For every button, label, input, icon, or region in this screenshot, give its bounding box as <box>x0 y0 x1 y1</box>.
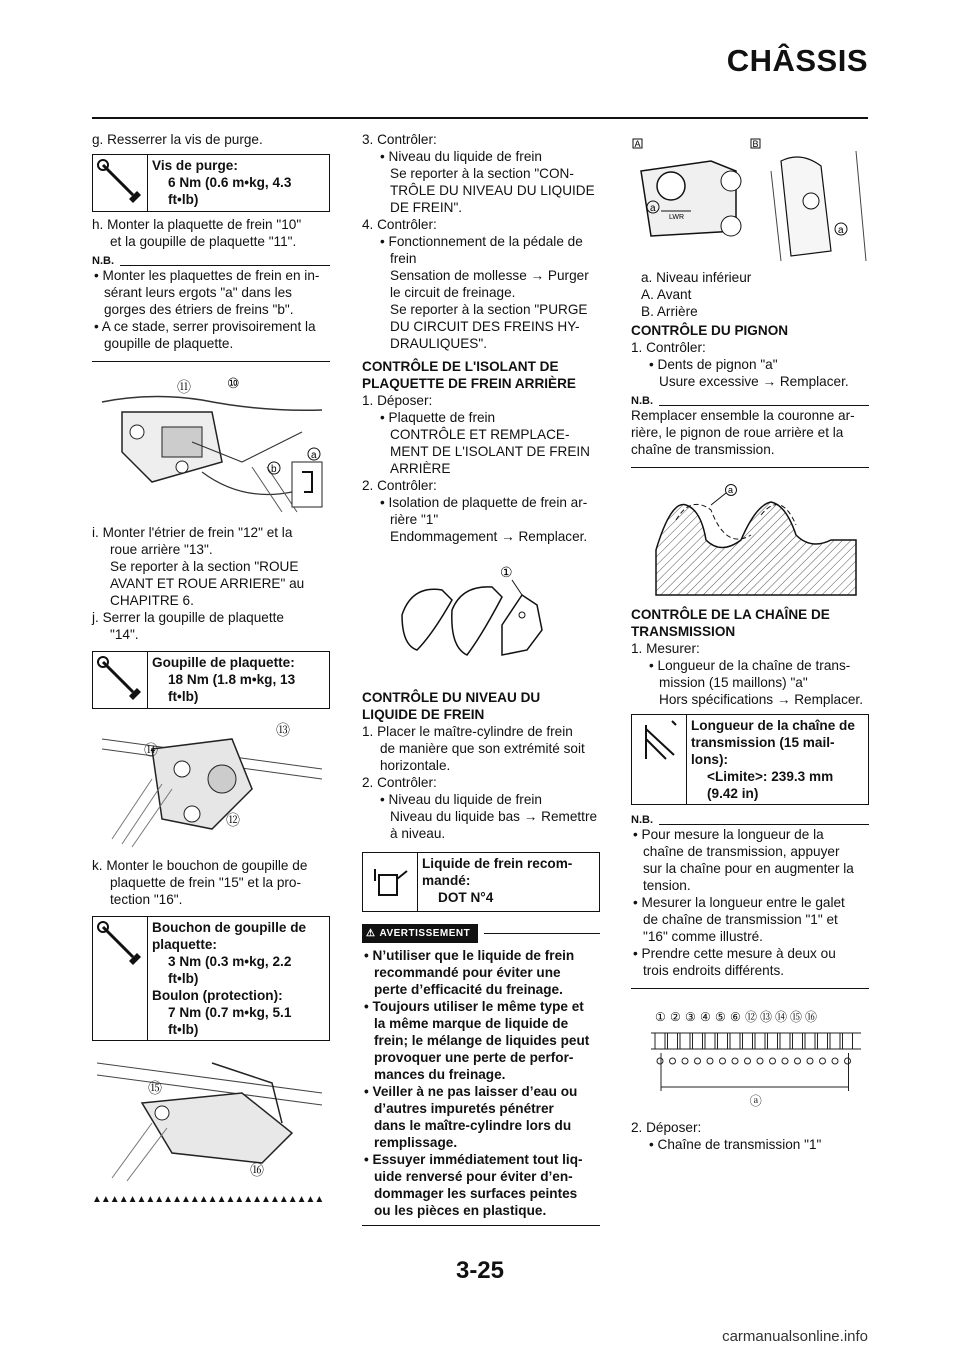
chain-link <box>743 1033 753 1049</box>
section-end-triangles: ▲▲▲▲▲▲▲▲▲▲▲▲▲▲▲▲▲▲▲▲▲▲▲▲▲▲ <box>92 1194 324 1205</box>
spec-value: ft•lb) <box>168 689 199 704</box>
bullet: • Dents de pignon "a" <box>649 357 778 372</box>
bullet-cont: TRÔLE DU NIVEAU DU LIQUIDE <box>390 183 595 198</box>
spec-value: (9.42 in) <box>707 786 759 801</box>
step-j-cont: "14". <box>110 627 139 642</box>
bullet-cont: mission (15 maillons) "a" <box>659 675 808 690</box>
warning-bullet: • N’utiliser que le liquide de frein <box>364 948 575 963</box>
bullet-cont: Endommagement → Remplacer. <box>390 529 588 544</box>
bullet-cont: Niveau du liquide bas → Remettre <box>390 809 598 824</box>
label-B: B <box>752 139 759 149</box>
bullet-cont: rière "1" <box>390 512 439 527</box>
chain-link <box>655 1033 665 1049</box>
callout-a: a <box>311 450 317 461</box>
callout-12: ⑫ <box>226 812 240 828</box>
spec-value: ft•lb) <box>168 1022 199 1037</box>
warning-cont: recommandé pour éviter une <box>374 965 561 980</box>
spec-box-plug-bolt <box>92 916 330 1041</box>
spec-title: Goupille de plaquette: <box>152 655 295 670</box>
bullet-cont: Se reporter à la section "CON- <box>390 166 574 181</box>
callout-b: b <box>271 464 277 475</box>
warning-cont: mances du freinage. <box>374 1067 506 1082</box>
bullet-cont: frein <box>390 251 417 266</box>
step-i-cont: CHAPITRE 6. <box>110 593 194 608</box>
warning-bullet: • Essuyer immédiatement tout liq- <box>364 1152 583 1167</box>
chain-roller <box>807 1058 813 1064</box>
note-cont: sur la chaîne pour en augmenter la <box>643 861 854 876</box>
section-heading: CONTRÔLE DE L'ISOLANT DE <box>362 359 559 374</box>
warning-end-rule <box>362 1225 600 1226</box>
spec-title: Vis de purge: <box>152 158 238 173</box>
spec-box-pad-pin <box>92 651 330 709</box>
chain-link <box>805 1033 815 1049</box>
warning-cont: la même marque de liquide de <box>374 1016 569 1031</box>
section-heading: LIQUIDE DE FREIN <box>362 707 485 722</box>
chain-link <box>830 1033 840 1049</box>
bullet-cont: DRAULIQUES". <box>390 336 487 351</box>
step-k-cont: plaquette de frein "15" et la pro- <box>110 875 302 890</box>
warning-cont: d’autres impuretés pénétrer <box>374 1101 554 1116</box>
warning-cont: frein; le mélange de liquides peut <box>374 1033 590 1048</box>
callout-13: ⑬ <box>276 722 290 738</box>
bullet: • Niveau du liquide de frein <box>380 149 542 164</box>
note-text: chaîne de transmission. <box>631 442 775 457</box>
figure-caliper-install <box>92 719 330 851</box>
torque-wrench-icon <box>93 155 148 211</box>
note-bullet-cont: gorges des étriers de freins "b". <box>104 302 294 317</box>
warning-cont: dans le maître-cylindre lors du <box>374 1118 572 1133</box>
spec-value: 3 Nm (0.3 m•kg, 2.2 <box>168 954 292 969</box>
warning-cont: ou les pièces en plastique. <box>374 1203 547 1218</box>
callout-roller: ⑯ <box>805 1010 818 1024</box>
step-i: i. Monter l'étrier de frein "12" et la <box>92 525 293 540</box>
chain-link <box>730 1033 740 1049</box>
figure-pad-pin-plug <box>92 1053 330 1185</box>
warning-body <box>362 947 600 1219</box>
figure-fluid-level <box>631 131 869 269</box>
note-bullet: • Monter les plaquettes de frein en in- <box>94 268 320 283</box>
callout-roller: ② <box>670 1010 681 1024</box>
spec-box-bleed-screw <box>92 154 330 212</box>
spec-title: Longueur de la chaîne de <box>691 718 855 733</box>
chain-link <box>680 1033 690 1049</box>
note-text: Remplacer ensemble la couronne ar- <box>631 408 855 423</box>
step-3: 3. Contrôler: <box>362 132 437 147</box>
legend-B: B. Arrière <box>641 304 698 319</box>
caliper-gauge-icon <box>632 715 687 804</box>
spec-title: plaquette: <box>152 937 217 952</box>
note-bullet: • A ce stade, serrer provisoirement la <box>94 319 316 334</box>
step-i-cont: AVANT ET ROUE ARRIERE" au <box>110 576 305 591</box>
bullet-cont: DE FREIN". <box>390 200 463 215</box>
chain-roller <box>770 1058 776 1064</box>
torque-wrench-icon <box>93 917 148 1040</box>
note-bullet-cont: goupille de plaquette. <box>104 336 234 351</box>
spec-box-brake-fluid <box>362 852 600 912</box>
bullet-cont: DU CIRCUIT DES FREINS HY- <box>390 319 580 334</box>
bullet: • Isolation de plaquette de frein ar- <box>380 495 588 510</box>
figure-brake-pad-insulator <box>362 555 600 683</box>
note-block-2 <box>631 396 869 468</box>
step-1: 1. Contrôler: <box>631 340 706 355</box>
spec-title: mandé: <box>422 873 471 888</box>
bullet: • Fonctionnement de la pédale de <box>380 234 583 249</box>
note-bullet: • Pour mesure la longueur de la <box>633 827 824 842</box>
step-j: j. Serrer la goupille de plaquette <box>92 610 284 625</box>
note-bullet: • Prendre cette mesure à deux ou <box>633 946 836 961</box>
step-4: 4. Contrôler: <box>362 217 437 232</box>
spec-title: Boulon (protection): <box>152 988 283 1003</box>
note-bullet: • Mesurer la longueur entre le galet <box>633 895 845 910</box>
bullet-cont: CONTRÔLE ET REMPLACE- <box>390 427 570 442</box>
chain-link <box>818 1033 828 1049</box>
bullet-cont: MENT DE L'ISOLANT DE FREIN <box>390 444 590 459</box>
note-cont: tension. <box>643 878 691 893</box>
callout-roller: ⑥ <box>730 1010 741 1024</box>
watermark: carmanualsonline.info <box>722 1328 868 1345</box>
column-2 <box>362 131 600 1226</box>
section-heading: CONTRÔLE DU NIVEAU DU <box>362 690 541 705</box>
chain-link <box>705 1033 715 1049</box>
callout-10: ⑩ <box>227 375 240 391</box>
step-2: 2. Déposer: <box>631 1120 702 1135</box>
chain-link <box>755 1033 765 1049</box>
spec-value: ft•lb) <box>168 971 199 986</box>
bullet-cont: Se reporter à la section "PURGE <box>390 302 588 317</box>
spec-value: 18 Nm (1.8 m•kg, 13 <box>168 672 296 687</box>
chain-roller <box>657 1058 663 1064</box>
chain-roller <box>745 1058 751 1064</box>
chain-roller <box>720 1058 726 1064</box>
chain-roller <box>732 1058 738 1064</box>
chain-roller <box>845 1058 851 1064</box>
bullet: • Chaîne de transmission "1" <box>649 1137 822 1152</box>
section-heading: CONTRÔLE DE LA CHAÎNE DE <box>631 607 830 622</box>
note-cont: de chaîne de transmission "1" et <box>643 912 838 927</box>
column-1 <box>92 131 330 1205</box>
note-block-3 <box>631 815 869 989</box>
figure-chain-measure <box>631 1003 869 1113</box>
note-cont: chaîne de transmission, appuyer <box>643 844 840 859</box>
chain-roller <box>832 1058 838 1064</box>
page-header-title: CHÂSSIS <box>726 43 868 78</box>
bullet: • Niveau du liquide de frein <box>380 792 542 807</box>
step-k-cont: tection "16". <box>110 892 183 907</box>
note-cont: "16" comme illustré. <box>643 929 763 944</box>
chain-roller <box>707 1058 713 1064</box>
warning-cont: provoquer une perte de perfor- <box>374 1050 574 1065</box>
section-heading: CONTRÔLE DU PIGNON <box>631 323 789 338</box>
callout-roller: ⑫ <box>745 1010 758 1024</box>
step-g: g. Resserrer la vis de purge. <box>92 132 263 147</box>
note-label: N.B. <box>92 255 114 267</box>
section-heading: TRANSMISSION <box>631 624 736 639</box>
warning-bullet: • Toujours utiliser le même type et <box>364 999 584 1014</box>
bullet-cont: à niveau. <box>390 826 446 841</box>
callout-a: a <box>728 485 734 495</box>
column-3 <box>631 131 869 1153</box>
step-h: h. Monter la plaquette de frein "10" <box>92 217 302 232</box>
chain-link <box>843 1033 853 1049</box>
step-1: 1. Mesurer: <box>631 641 700 656</box>
spec-value: 7 Nm (0.7 m•kg, 5.1 <box>168 1005 292 1020</box>
bullet-cont: Sensation de mollesse → Purger <box>390 268 589 283</box>
bullet: • Plaquette de frein <box>380 410 496 425</box>
header-rule <box>92 117 868 119</box>
note-bullet-cont: sérant leurs ergots "a" dans les <box>104 285 292 300</box>
callout-14: ⑭ <box>144 742 158 758</box>
spec-value: <Limite>: 239.3 mm <box>707 769 834 784</box>
step-i-cont: roue arrière "13". <box>110 542 213 557</box>
callout-roller: ⑮ <box>790 1010 803 1024</box>
step-cont: horizontale. <box>380 758 451 773</box>
section-heading: PLAQUETTE DE FREIN ARRIÈRE <box>362 376 576 391</box>
spec-title: transmission (15 mail- <box>691 735 835 750</box>
warning-label: AVERTISSEMENT <box>379 928 471 939</box>
spec-value: 6 Nm (0.6 m•kg, 4.3 <box>168 175 292 190</box>
warning-cont: perte d’efficacité du freinage. <box>374 982 563 997</box>
figure-sprocket-teeth <box>631 480 869 600</box>
chain-link <box>668 1033 678 1049</box>
note-text: rière, le pignon de roue arrière et la <box>631 425 844 440</box>
spec-box-chain-length <box>631 714 869 805</box>
note-label: N.B. <box>631 814 653 826</box>
chain-roller <box>757 1058 763 1064</box>
note-cont: trois endroits différents. <box>643 963 785 978</box>
chain-roller <box>682 1058 688 1064</box>
spec-value: ft•lb) <box>168 192 199 207</box>
callout-15: ⑮ <box>148 1080 162 1096</box>
callout-roller: ⑬ <box>760 1010 773 1024</box>
chain-link <box>693 1033 703 1049</box>
step-i-cont: Se reporter à la section "ROUE <box>110 559 299 574</box>
chain-link <box>793 1033 803 1049</box>
step-k: k. Monter le bouchon de goupille de <box>92 858 308 873</box>
note-block-1 <box>92 256 330 362</box>
warning-triangle-icon: ⚠ <box>366 928 376 939</box>
bullet-cont: ARRIÈRE <box>390 461 451 476</box>
chain-link <box>718 1033 728 1049</box>
callout-a: a <box>838 225 844 236</box>
warning-cont: remplissage. <box>374 1135 458 1150</box>
spec-title: lons): <box>691 752 728 767</box>
bullet-cont: Hors spécifications → Remplacer. <box>659 692 863 707</box>
callout-roller: ⑭ <box>775 1010 788 1024</box>
figure-brake-pad-install <box>92 372 330 520</box>
page-number: 3-25 <box>455 1257 505 1284</box>
callout-11: ⑪ <box>177 379 191 395</box>
warning-bullet: • Veiller à ne pas laisser d’eau ou <box>364 1084 578 1099</box>
note-label: N.B. <box>631 395 653 407</box>
callout-1: ① <box>500 564 513 580</box>
spec-title: Bouchon de goupille de <box>152 920 307 935</box>
chain-roller <box>820 1058 826 1064</box>
spec-value: DOT N°4 <box>438 890 494 905</box>
step-1: 1. Placer le maître-cylindre de frein <box>362 724 573 739</box>
step-cont: de manière que son extrémité soit <box>380 741 585 756</box>
warning-cont: dommager les surfaces peintes <box>374 1186 578 1201</box>
legend-a: a. Niveau inférieur <box>641 270 752 285</box>
callout-a: ⓐ <box>749 1094 762 1108</box>
lwr-mark: LWR <box>669 214 685 221</box>
callout-roller: ④ <box>700 1010 711 1024</box>
callout-a: a <box>650 203 656 214</box>
step-2: 2. Contrôler: <box>362 478 437 493</box>
chain-link <box>780 1033 790 1049</box>
chain-link <box>768 1033 778 1049</box>
callout-16: ⑯ <box>250 1162 264 1178</box>
warning-header <box>362 924 600 943</box>
chain-roller <box>670 1058 676 1064</box>
step-2: 2. Contrôler: <box>362 775 437 790</box>
callout-roller: ① <box>655 1010 666 1024</box>
step-h-cont: et la goupille de plaquette "11". <box>110 234 297 249</box>
warning-cont: uide renversé pour éviter d’en- <box>374 1169 573 1184</box>
bullet-cont: le circuit de freinage. <box>390 285 516 300</box>
legend-A: A. Avant <box>641 287 692 302</box>
chain-roller <box>795 1058 801 1064</box>
chain-roller <box>782 1058 788 1064</box>
spec-title: Liquide de frein recom- <box>422 856 573 871</box>
chain-roller <box>695 1058 701 1064</box>
oil-can-icon <box>363 853 418 911</box>
callout-roller: ⑤ <box>715 1010 726 1024</box>
label-A: A <box>634 139 641 149</box>
torque-wrench-icon <box>93 652 148 708</box>
step-1: 1. Déposer: <box>362 393 433 408</box>
bullet-cont: Usure excessive → Remplacer. <box>659 374 849 389</box>
bullet: • Longueur de la chaîne de trans- <box>649 658 851 673</box>
callout-roller: ③ <box>685 1010 696 1024</box>
